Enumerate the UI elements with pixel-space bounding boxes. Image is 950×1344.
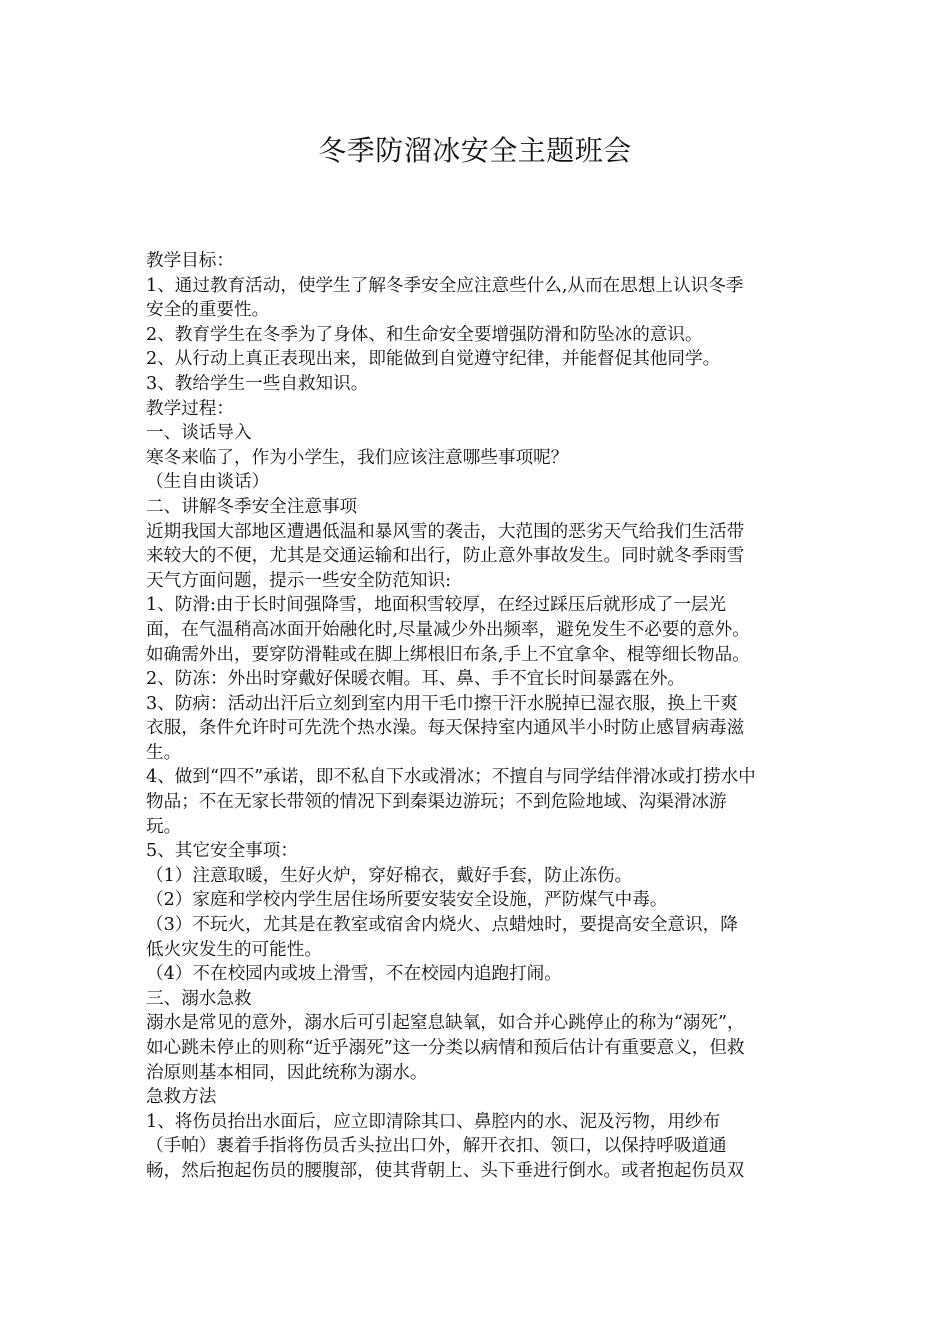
body-line: 衣服，条件允许时可先洗个热水澡。每天保持室内通风半小时防止感冒病毒滋 (146, 718, 745, 739)
body-line: 3、防病：活动出汗后立刻到室内用干毛巾擦干汗水脱掉已湿衣服，换上干爽 (146, 693, 738, 714)
body-line: 急救方法 (146, 1087, 217, 1108)
body-line: 如心跳未停止的则称“近乎溺死”这一分类以病情和预后估计有重要意义，但救 (146, 1038, 745, 1058)
body-line: （生自由谈话） (146, 472, 270, 493)
body-line: （手帕）裹着手指将伤员舌头拉出口外，解开衣扣、领口，以保持呼吸道通 (146, 1136, 727, 1157)
body-line: 教学过程： (146, 398, 234, 419)
body-line: 溺水是常见的意外，溺水后可引起窒息缺氧，如合并心跳停止的称为“溺死”， (146, 1013, 745, 1034)
body-line: 二、讲解冬季安全注意事项 (146, 496, 358, 517)
body-line: 寒冬来临了，作为小学生，我们应该注意哪些事项呢？ (146, 447, 569, 468)
body-line: 生。 (146, 742, 182, 763)
body-line: 2、教育学生在冬季为了身体、和生命安全要增强防滑和防坠冰的意识。 (146, 324, 703, 345)
body-line: （1）注意取暖，生好火炉，穿好棉衣，戴好手套，防止冻伤。 (146, 865, 633, 886)
body-line: 安全的重要性。 (146, 300, 270, 321)
body-line: 三、溺水急救 (146, 988, 252, 1009)
body-line: 如确需外出，要穿防滑鞋或在脚上绑根旧布条,手上不宜拿伞、棍等细长物品。 (146, 644, 750, 665)
body-line: （2）家庭和学校内学生居住场所要安装安全设施，严防煤气中毒。 (146, 890, 668, 911)
body-line: 一、谈话导入 (146, 423, 252, 444)
body-line: 物品；不在无家长带领的情况下到秦渠边游玩；不到危险地域、沟渠滑冰游 (146, 792, 727, 813)
body-line: （3）不玩火，尤其是在教室或宿舍内烧火、点蜡烛时，要提高安全意识，降 (146, 915, 738, 936)
body-line: 低火灾发生的可能性。 (146, 939, 322, 960)
body-line: 2、从行动上真正表现出来，即能做到自觉遵守纪律，并能督促其他同学。 (146, 349, 721, 370)
body-line: （4）不在校园内或坡上滑雪，不在校园内追跑打闹。 (146, 964, 562, 985)
body-line: 1、防滑:由于长时间强降雪，地面积雪较厚，在经过踩压后就形成了一层光 (146, 595, 727, 616)
document-body (146, 249, 814, 1184)
body-line: 天气方面问题，提示一些安全防范知识: (146, 570, 452, 591)
page-title: 冬季防溜冰安全主题班会 (318, 134, 632, 167)
body-line: 玩。 (146, 816, 182, 837)
body-line: 畅，然后抱起伤员的腰腹部，使其背朝上、头下垂进行倒水。或者抱起伤员双 (146, 1160, 745, 1181)
body-line: 近期我国大部地区遭遇低温和暴风雪的袭击，大范围的恶劣天气给我们生活带 (146, 521, 745, 542)
body-line: 1、将伤员抬出水面后，应立即清除其口、鼻腔内的水、泥及污物，用纱布 (146, 1111, 721, 1132)
body-line: 2、防冻：外出时穿戴好保暖衣帽。耳、鼻、手不宜长时间暴露在外。 (146, 669, 686, 690)
body-line: 治原则基本相同，因此统称为溺水。 (146, 1062, 428, 1083)
body-line: 1、通过教育活动，使学生了解冬季安全应注意些什么,从而在思想上认识冬季 (146, 275, 744, 296)
body-line: 5、其它安全事项： (146, 841, 298, 862)
body-line: 教学目标： (146, 251, 234, 271)
body-line: 3、教给学生一些自救知识。 (146, 373, 369, 394)
body-line: 面，在气温稍高冰面开始融化时,尽量减少外出频率，避免发生不必要的意外。 (146, 619, 750, 640)
body-line: 4、做到“四不”承诺，即不私自下水或滑冰；不擅自与同学结伴滑冰或打捞水中 (146, 767, 756, 788)
body-line: 来较大的不便，尤其是交通运输和出行，防止意外事故发生。同时就冬季雨雪 (146, 546, 745, 567)
